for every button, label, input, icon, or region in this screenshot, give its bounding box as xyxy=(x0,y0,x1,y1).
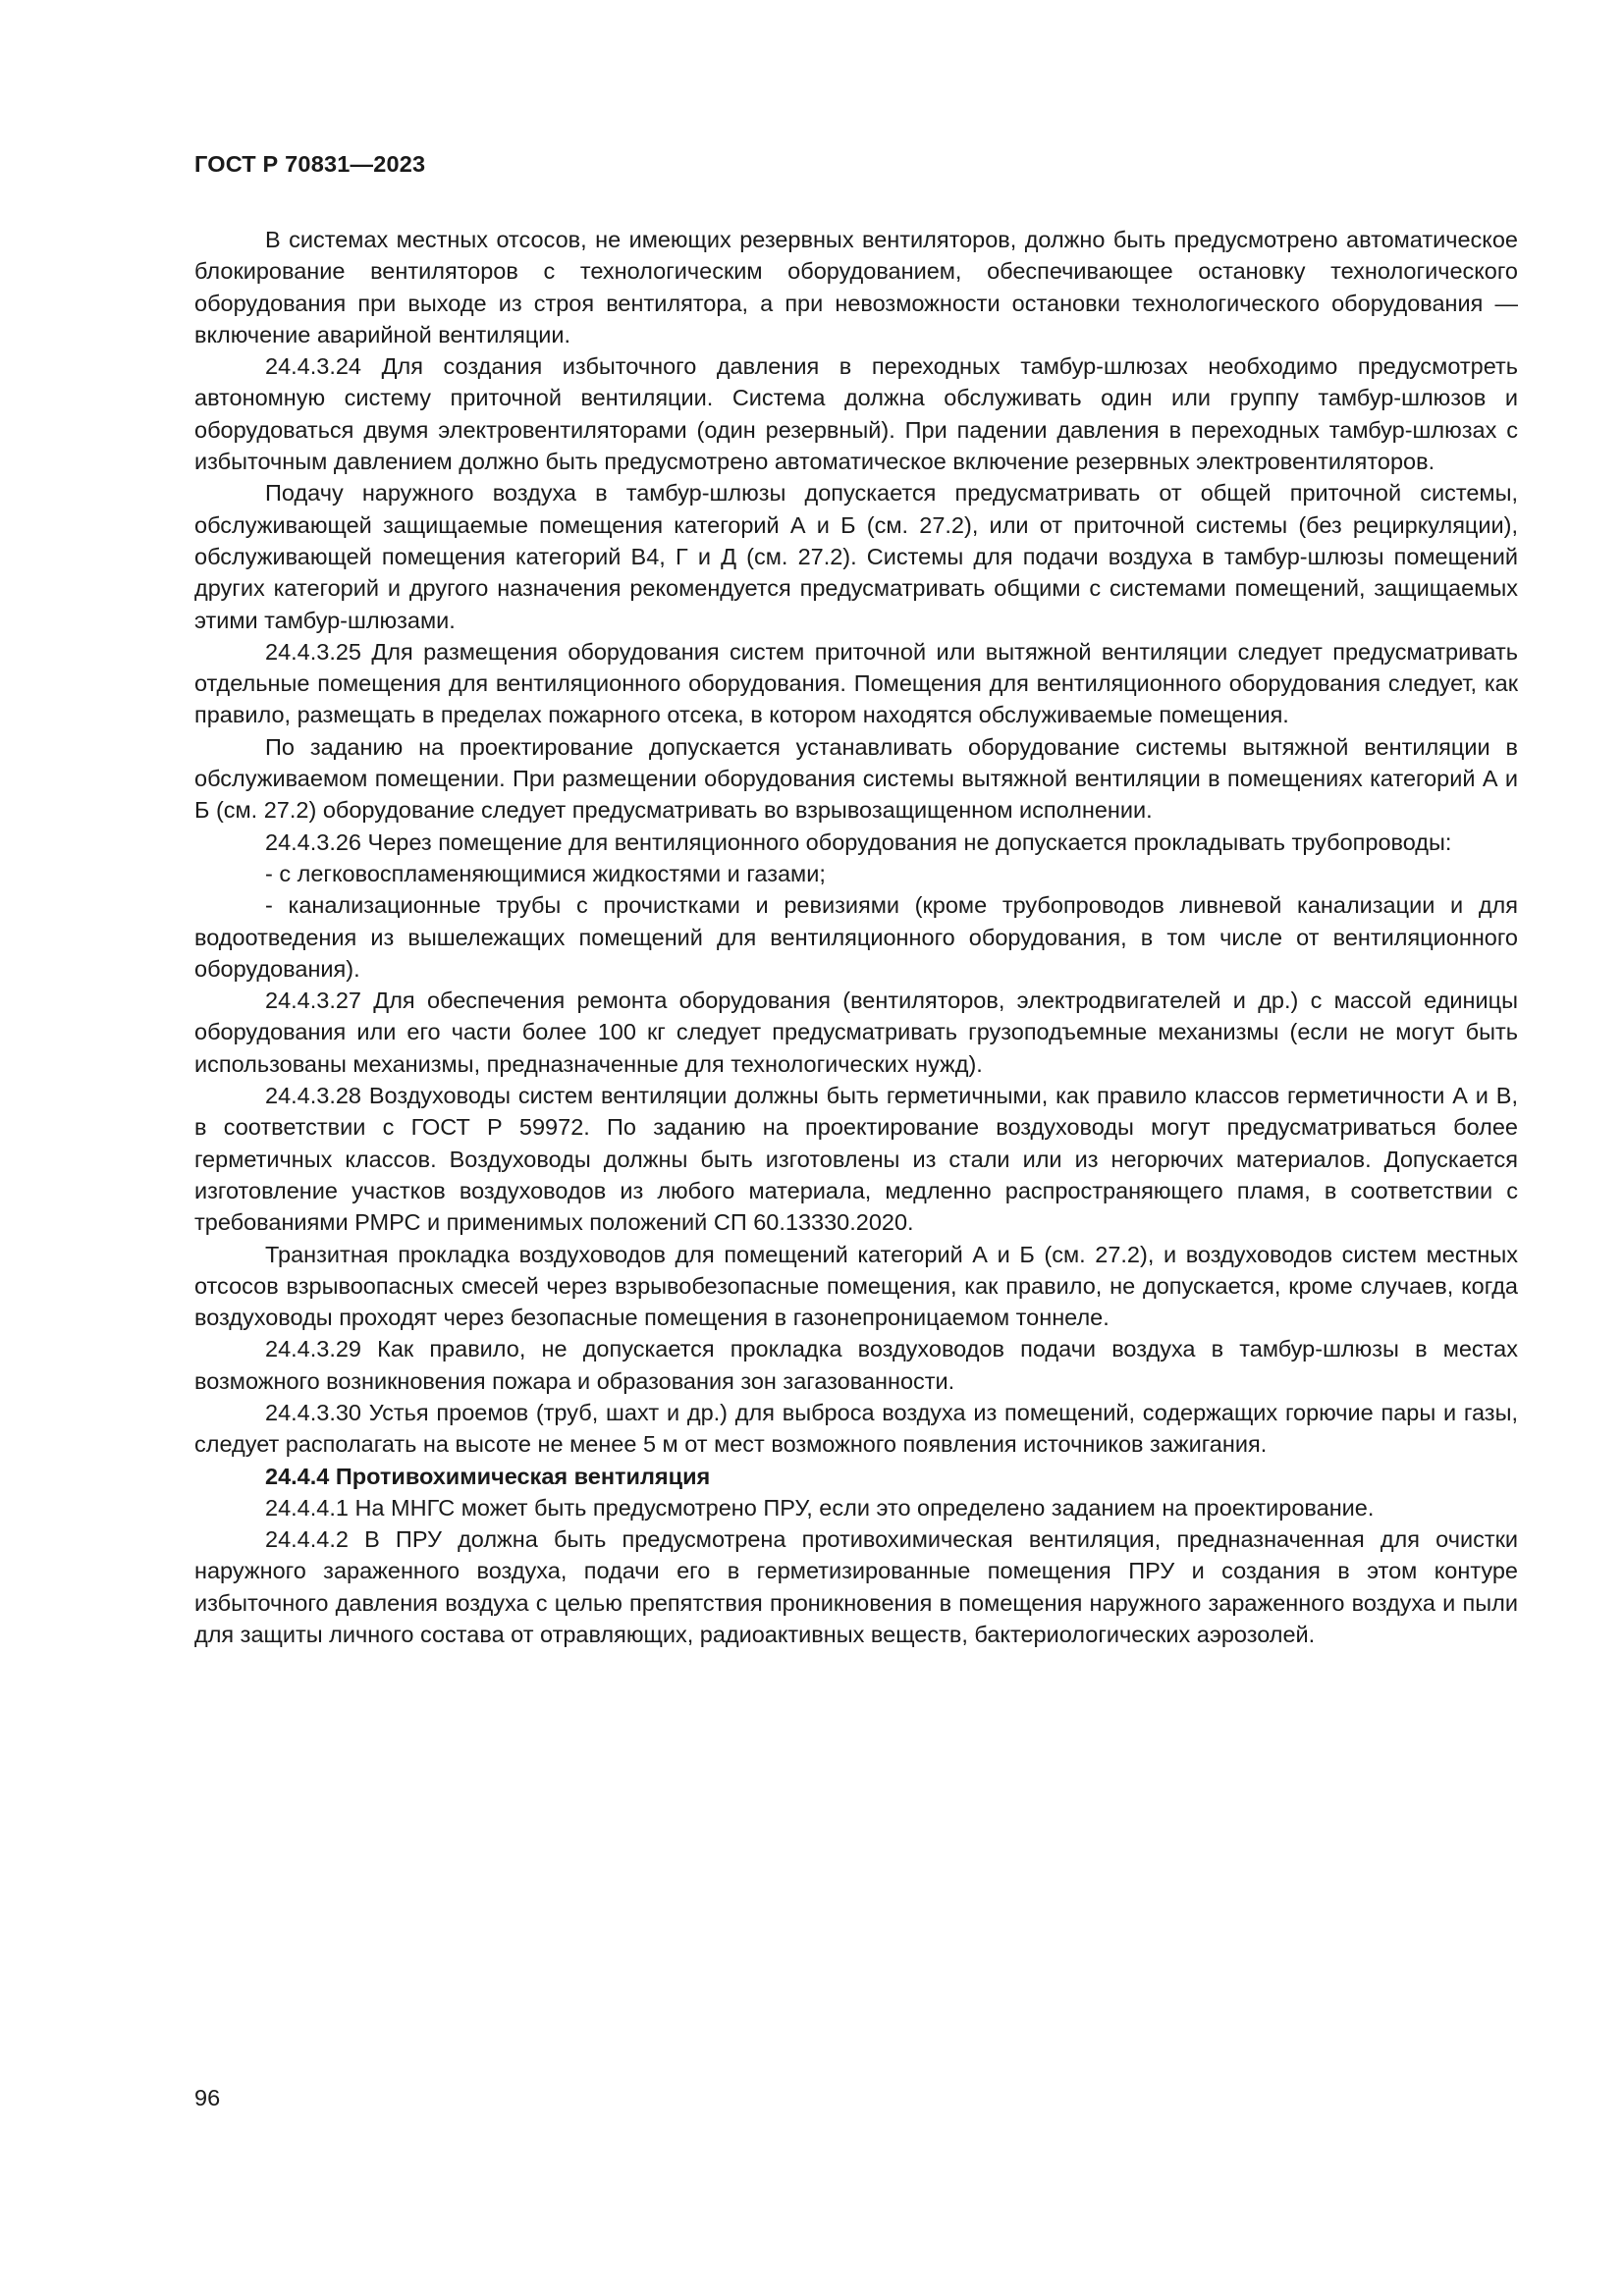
paragraph: Подачу наружного воздуха в тамбур-шлюзы допускается предусматривать от общей приточной системы, обслуживающей защищаемые помещения категорий А и Б (см. 27.2), или от приточной системы (без рециркуляции), обслуживающей помещения категорий В4, Г и Д (см. 27.2). Системы для подачи воздуха в тамбур-шлюзы помещений других категорий и другого назначения рекомендуется предусматривать общими с системами помещений, защищаемых этими тамбур-шлюзами. xyxy=(194,480,1518,633)
list-item: - канализационные трубы с прочистками и ревизиями (кроме трубопроводов ливневой канализации и для водоотведения из вышележащих помещений для вентиляционного оборудования, в том числе от вентиляционного оборудования). xyxy=(194,892,1518,982)
paragraph: 24.4.3.30 Устья проемов (труб, шахт и др.) для выброса воздуха из помещений, содержащих горючие пары и газы, следует располагать на высоте не менее 5 м от мест возможного появления источников зажигания. xyxy=(194,1399,1518,1458)
list-item: - с легковоспламеняющимися жидкостями и газами; xyxy=(265,860,826,886)
document-body xyxy=(194,224,1518,1650)
paragraph: 24.4.3.24 Для создания избыточного давления в переходных тамбур-шлюзах необходимо предусмотреть автономную систему приточной вентиляции. Система должна обслуживать один или группу тамбур-шлюзов и оборудоваться двумя электровентиляторами (один резервный). При падении давления в переходных тамбур-шлюзах с избыточным давлением должно быть предусмотрено автоматическое включение резервных электровентиляторов. xyxy=(194,353,1518,475)
paragraph: 24.4.4.1 На МНГС может быть предусмотрено ПРУ, если это определено заданием на проектирование. xyxy=(265,1494,1375,1521)
paragraph: 24.4.4.2 В ПРУ должна быть предусмотрена противохимическая вентиляция, предназначенная для очистки наружного зараженного воздуха, подачи его в герметизированные помещения ПРУ и создания в этом контуре избыточного давления воздуха с целью препятствия проникновения в помещения наружного зараженного воздуха и пыли для защиты личного состава от отравляющих, радиоактивных веществ, бактериологических аэрозолей. xyxy=(194,1526,1518,1648)
paragraph: Транзитная прокладка воздуховодов для помещений категорий А и Б (см. 27.2), и воздуховодов систем местных отсосов взрывоопасных смесей через взрывобезопасные помещения, как правило, не допускается, кроме случаев, когда воздуховоды проходят через безопасные помещения в газонепроницаемом тоннеле. xyxy=(194,1241,1518,1331)
document-header: ГОСТ Р 70831—2023 xyxy=(194,151,426,177)
paragraph: 24.4.3.27 Для обеспечения ремонта оборудования (вентиляторов, электродвигателей и др.) с массой единицы оборудования или его части более 100 кг следует предусматривать грузоподъемные механизмы (если не могут быть использованы механизмы, предназначенные для технологических нужд). xyxy=(194,988,1518,1077)
paragraph: 24.4.3.26 Через помещение для вентиляционного оборудования не допускается прокладывать трубопроводы: xyxy=(265,828,1452,855)
paragraph: В системах местных отсосов, не имеющих резервных вентиляторов, должно быть предусмотрено автоматическое блокирование вентиляторов с технологическим оборудованием, обеспечивающее остановку технологического оборудования при выходе из строя вентилятора, а при невозможности остановки технологического оборудования — включение аварийной вентиляции. xyxy=(194,227,1518,347)
paragraph: 24.4.3.29 Как правило, не допускается прокладка воздуховодов подачи воздуха в тамбур-шлюзы в местах возможного возникновения пожара и образования зон загазованности. xyxy=(194,1336,1518,1394)
section-heading: 24.4.4 Противохимическая вентиляция xyxy=(265,1463,711,1489)
paragraph: 24.4.3.28 Воздуховоды систем вентиляции должны быть герметичными, как правило классов герметичности А и В, в соответствии с ГОСТ Р 59972. По заданию на проектирование воздуховоды могут предусматриваться более герметичных классов. Воздуховоды должны быть изготовлены из стали или из негорючих материалов. Допускается изготовление участков воздуховодов из любого материала, медленно распространяющего пламя, в соответствии с требованиями РМРС и применимых положений СП 60.13330.2020. xyxy=(194,1083,1518,1236)
paragraph: По заданию на проектирование допускается устанавливать оборудование системы вытяжной вентиляции в обслуживаемом помещении. При размещении оборудования системы вытяжной вентиляции в помещениях категорий А и Б (см. 27.2) оборудование следует предусматривать во взрывозащищенном исполнении. xyxy=(194,733,1518,824)
paragraph: 24.4.3.25 Для размещения оборудования систем приточной или вытяжной вентиляции следует предусматривать отдельные помещения для вентиляционного оборудования. Помещения для вентиляционного оборудования следует, как правило, размещать в пределах пожарного отсека, в котором находятся обслуживаемые помещения. xyxy=(194,638,1518,728)
page-number: 96 xyxy=(194,2085,221,2110)
